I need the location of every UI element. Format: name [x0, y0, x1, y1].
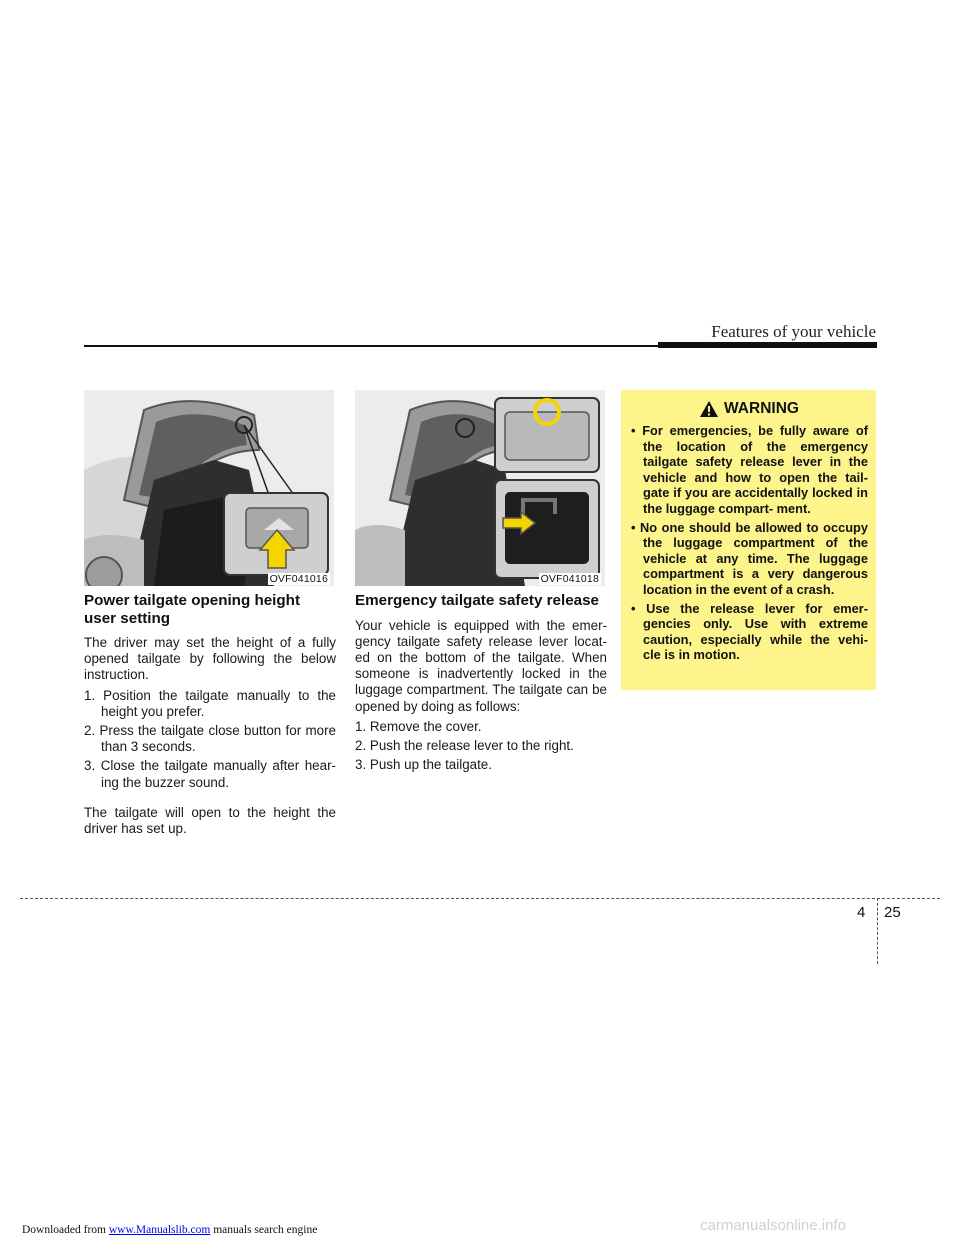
list-item: 3. Push up the tailgate. — [355, 757, 492, 773]
warning-triangle-icon — [700, 401, 718, 417]
release-lever-illustration — [355, 390, 605, 586]
figure-code: OVF041018 — [540, 573, 599, 585]
download-credit — [22, 1224, 317, 1236]
page-number: 25 — [884, 904, 901, 921]
power-tailgate-section — [84, 592, 336, 841]
warning-item: • For emergencies, be fully aware of the location of the emergency tailgate safety release lever in the vehicle and how to open the tail- gate if you are accidentally locked in the luggage compart- ment. — [631, 423, 868, 516]
warning-item: • No one should be allowed to occupy the luggage compartment of the vehicle at any time. The luggage compartment is a very dangerous location in the event of a crash. — [631, 519, 868, 597]
warning-list — [631, 423, 868, 663]
step-list — [84, 688, 336, 791]
warning-header — [631, 400, 868, 418]
list-item: 1. Remove the cover. — [355, 718, 482, 734]
warning-item: • Use the release lever for emer- gencies only. Use with extreme caution, especially while the vehi- cle is in motion. — [631, 600, 868, 663]
paragraph: The driver may set the height of a fully opened tailgate by following the below instruction. — [84, 635, 336, 683]
footer-rule — [20, 898, 940, 899]
download-suffix: manuals search engine — [210, 1224, 318, 1236]
warning-box — [621, 390, 876, 690]
download-prefix: Downloaded from — [22, 1224, 109, 1236]
emergency-release-section — [355, 592, 607, 787]
watermark: carmanualsonline.info — [700, 1217, 846, 1234]
warning-title: WARNING — [724, 400, 799, 417]
figure-code: OVF041016 — [269, 573, 328, 585]
section-heading: Power tailgate opening height user setting — [84, 592, 301, 627]
list-item: 1. Position the tailgate manually to the height you prefer. — [84, 687, 336, 719]
paragraph: Your vehicle is equipped with the emer- gency tailgate safety release lever locat- ed on the bottom of the tailgate. When someone is inadvertently locked in the luggage compartment. The tailgate can be opened by doing as follows: — [355, 617, 607, 714]
manualslib-link[interactable]: www.Manualslib.com — [108, 1224, 211, 1236]
tailgate-illustration — [84, 390, 334, 586]
paragraph: The tailgate will open to the height the driver has set up. — [84, 804, 336, 837]
step-list — [355, 719, 607, 774]
header-rule-accent — [658, 342, 877, 348]
chapter-number: 4 — [857, 904, 866, 921]
list-item: 2. Press the tailgate close button for more than 3 seconds. — [84, 723, 336, 755]
footer-divider — [877, 898, 878, 964]
list-item: 2. Push the release lever to the right. — [355, 737, 574, 753]
section-title: Features of your vehicle — [711, 322, 876, 341]
section-heading: Emergency tailgate safety release — [355, 592, 599, 609]
figure-emergency-release — [355, 390, 605, 586]
list-item: 3. Close the tailgate manually after hear- ing the buzzer sound. — [84, 758, 336, 790]
figure-tailgate-close-button — [84, 390, 334, 586]
